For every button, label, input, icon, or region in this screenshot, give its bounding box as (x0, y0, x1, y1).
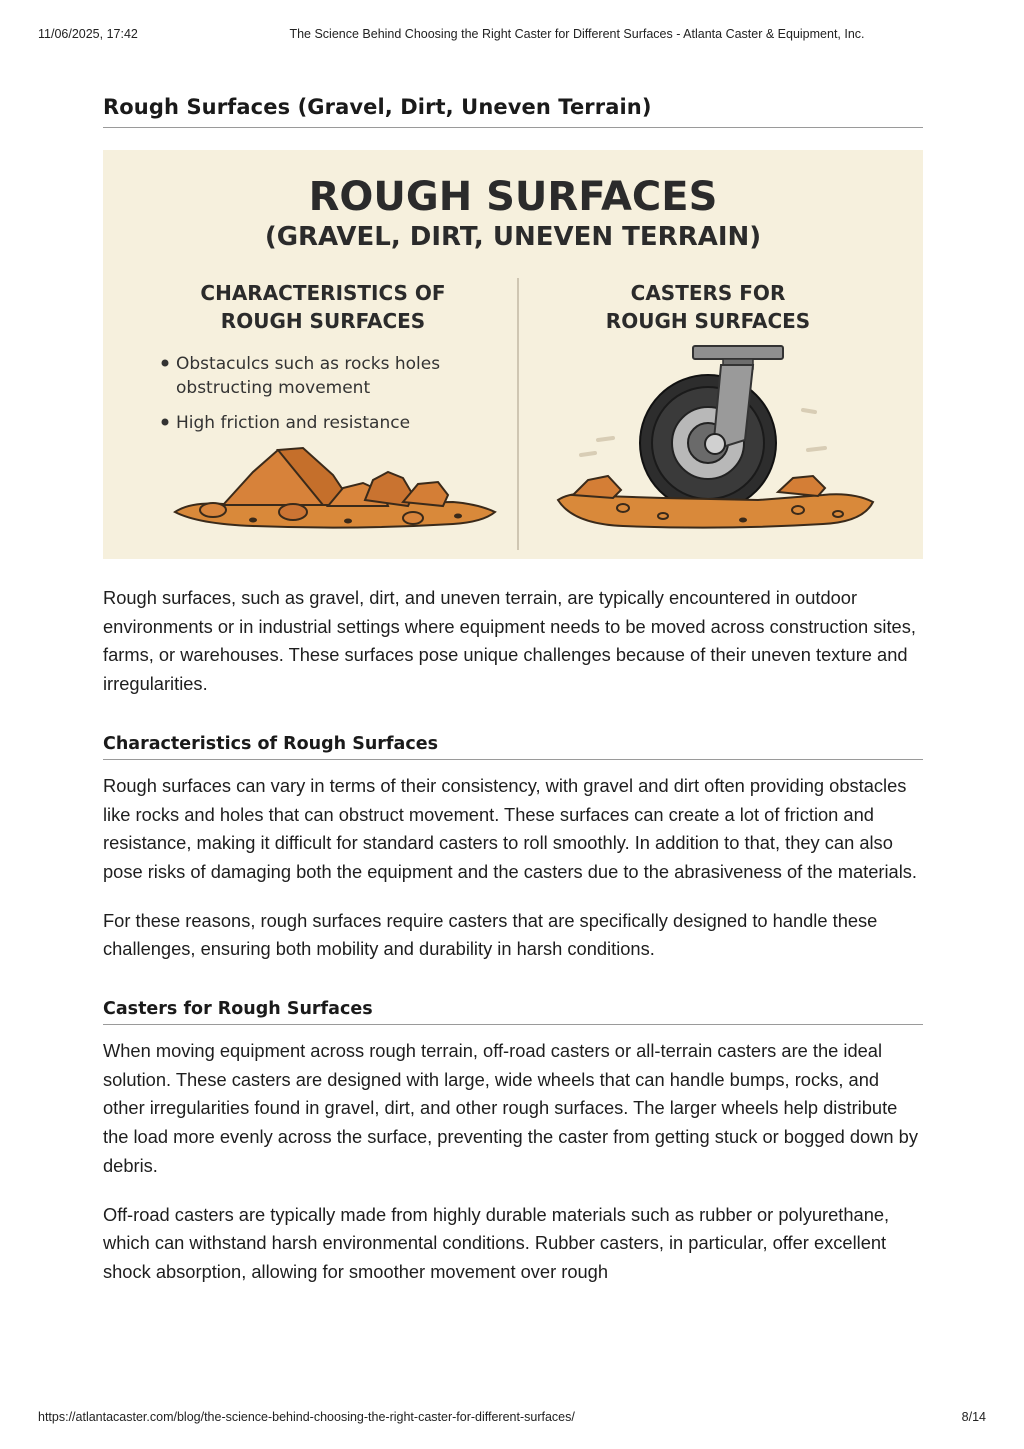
bullet-obstacles-1: Obstaculcs such as rocks holes (176, 354, 441, 374)
infographic-title: ROUGH SURFACES (308, 174, 718, 220)
characteristics-paragraph-1: Rough surfaces can vary in terms of their consistency, with gravel and dirt often providing obstacles like rocks and holes that can obstruct movement. These surfaces can create a lot of friction and resistance, making it difficult for standard casters to roll smoothly. In addition to that, they can also pose risks of damaging both the equipment and the casters due to the abrasiveness of the materials. (103, 774, 917, 882)
left-column-heading-2: ROUGH SURFACES (220, 309, 426, 333)
subheading-characteristics: Characteristics of Rough Surfaces (103, 734, 923, 760)
bullet-friction: High friction and resistance (176, 413, 411, 433)
casters-paragraph-1: When moving equipment across rough terrain, off-road casters or all-terrain casters are the ideal solution. These casters are designed with large, wide wheels that can handle bumps, rocks, and other irregularities found in gravel, dirt, and other rough surfaces. The larger wheels help distribute the load more evenly across the surface, preventing the caster from getting stuck or bogged down by debris. (103, 1040, 918, 1176)
right-column-heading-1: CASTERS FOR (630, 281, 786, 305)
right-column-heading-2: ROUGH SURFACES (605, 309, 811, 333)
section-heading: Rough Surfaces (Gravel, Dirt, Uneven Terrain) (103, 95, 923, 128)
print-header-date: 11/06/2025, 17:42 (38, 27, 138, 41)
intro-paragraph: Rough surfaces, such as gravel, dirt, and uneven terrain, are typically encountered in outdoor environments or in industrial settings where equipment needs to be moved across construction sites, farms, or warehouses. These surfaces pose unique challenges because of their uneven texture and irregularities. (103, 587, 916, 695)
print-footer-url: https://atlantacaster.com/blog/the-science-behind-choosing-the-right-caster-for-different-surfaces/ (38, 1410, 575, 1424)
article-content (103, 95, 923, 1287)
casters-paragraph-2: Off-road casters are typically made from highly durable materials such as rubber or polyurethane, which can withstand harsh environmental conditions. Rubber casters, in particular, offer excellent shock absorption, allowing for smoother movement over rough (103, 1203, 890, 1282)
left-column-heading-1: CHARACTERISTICS OF (200, 281, 446, 305)
characteristics-paragraph-2: For these reasons, rough surfaces require casters that are specifically designed to handle these challenges, ensuring both mobility and durability in harsh conditions. (103, 909, 878, 960)
rough-surfaces-infographic (103, 150, 923, 559)
print-footer-page-number: 8/14 (961, 1410, 986, 1424)
infographic-subtitle: (GRAVEL, DIRT, UNEVEN TERRAIN) (264, 222, 762, 252)
bullet-obstacles-2: obstructing movement (176, 378, 371, 398)
subheading-casters: Casters for Rough Surfaces (103, 999, 923, 1025)
print-header-title: The Science Behind Choosing the Right Caster for Different Surfaces - Atlanta Caster & Equipment, Inc. (289, 27, 865, 41)
